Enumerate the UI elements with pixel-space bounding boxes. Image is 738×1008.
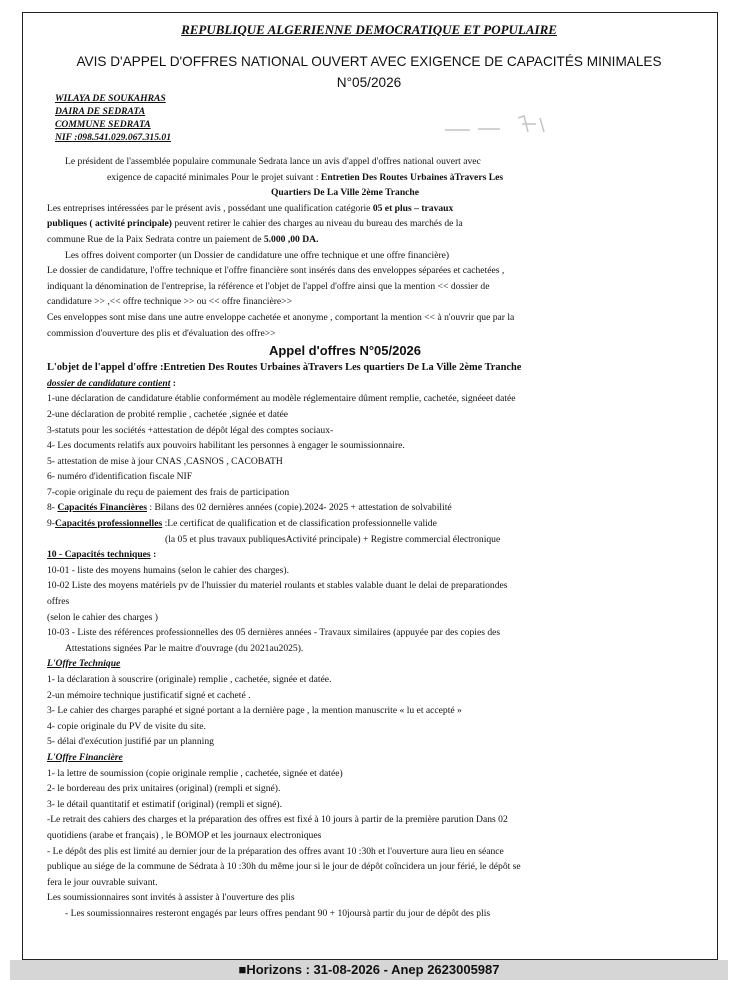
list-item: Attestations signées Par le maitre d'ouvrage (du 2021au2025). [65,642,304,654]
list-item: 6- numéro d'identification fiscale NIF [47,471,193,483]
project-name-cont: Quartiers De La Ville 2ème Tranche [270,187,420,199]
fee-amount: 5.000 ,00 DA. [263,233,319,245]
list-item: 1- la lettre de soumission (copie originale remplie , cachetée, signée et datée) [47,767,343,779]
nif-line: NIF :098.541.029.067.315.01 [55,132,172,143]
envelope-line: indiquant la dénomination de l'entreprise, la référence et l'objet de l'appel d'offre ainsi que la mention << dossier de [47,280,490,292]
closing-line: quotidiens (arabe et français) , le BOMOP et les journaux electroniques [47,829,322,841]
section-title: Appel d'offres N°05/2026 [268,343,422,359]
list-item: 3-statuts pour les sociétés +attestation de dépôt légal des comptes sociaux- [47,424,334,436]
list-item [47,500,643,516]
qualification-category: 05 et plus – travaux [372,202,454,214]
objet-label: L'objet de l'appel d'offre : [47,362,164,374]
envelope-line: Ces enveloppes sont mise dans une autre enveloppe cachetée et anonyme , comportant la mention << à n'ouvrir que par la [47,311,515,323]
notice-body [47,154,643,922]
wilaya-line: WILAYA DE SOUKAHRAS [55,93,166,104]
list-item: 3- le détail quantitatif et estimatif (original) (rempli et signé). [47,798,282,810]
item-text: : Bilans des 02 dernières années (copie).2024- 2025 + attestation de solvabilité [147,502,452,514]
list-item: 1- la déclaration à souscrire (originale) remplie , cachetée, signée et datée. [47,674,332,685]
list-item: 10-02 Liste des moyens matériels pv de l'huissier du materiel roulants et stables valable duant le delai de preparationdes [47,580,508,592]
eligibility-text: peuvent retirer le cahier des charges au niveau du bureau des marchés de la [172,218,463,230]
offre-technique-heading: L'Offre Technique [47,658,121,670]
heading-colon: : [170,377,176,389]
objet-text: Entretien Des Routes Urbaines àTravers Les quartiers De La Ville 2ème Tranche [163,362,522,374]
list-item: 3- Le cahier des charges paraphé et signé portant a la dernière page , la mention manuscrite « lu et accepté » [47,705,462,717]
closing-line: -Le retrait des cahiers des charges et la préparation des offres est fixé à 10 jours à partir de la première parution Dans 02 [47,814,508,826]
notice-number: N°05/2026 [336,75,402,90]
intro-line [47,170,643,186]
capacites-financieres-label: Capacités Financières [57,502,148,514]
envelope-line: commission d'ouverture des plis et d'évaluation des offre>> [47,327,276,339]
capacites-professionnelles-label: Capacités professionnelles [55,518,163,530]
daira-line: DAIRA DE SEDRATA [55,106,146,117]
eligibility-text: commune Rue de la Paix Sedrata contre un paiement de [47,233,264,245]
intro-text: exigence de capacité minimales Pour le projet suivant : [107,171,321,183]
list-item: (selon le cahier des charges ) [47,611,158,623]
envelope-line: candidature >> ,<< offre technique >> ou << offre financière>> [47,296,293,308]
project-name: Entretien Des Routes Urbaines àTravers Les [320,171,504,183]
item-number: 8- [47,502,58,514]
activity-principal: publiques ( activité principale) [47,218,172,230]
list-item: 2- le bordereau des prix unitaires (original) (rempli et signé). [47,783,281,795]
heading-colon: : [150,549,157,561]
envelope-line: Le dossier de candidature, l'offre technique et l'offre financière sont insérés dans des enveloppes séparées et cachetées , [47,265,505,277]
list-item: 2-un mémoire technique justificatif signé et cacheté . [47,689,251,701]
list-item: 5- délai d'exécution justifié par un planning [47,736,214,748]
eligibility-line [47,216,643,232]
closing-line: publique au siége de la commune de Sédrata à 10 :30h du même jour si le jour de dépôt coîncidera un jour férié, le dépôt se [47,861,521,873]
dossier-heading-line [47,376,643,392]
eligibility-line [47,201,643,217]
dossier-heading: dossier de candidature contient [47,377,171,389]
technique-heading: 10 - Capacités techniques [47,549,151,561]
closing-line: Les soumissionnaires sont invités à assister à l'ouverture des plis [47,892,295,904]
technique-heading-line [47,547,643,563]
list-item: 10-03 - Liste des références professionnelles des 05 dernières années - Travaux similaires (appuyée par des copies des [47,627,501,639]
objet-line [47,360,643,376]
item-number: 9- [47,518,55,530]
commune-line: COMMUNE SEDRATA [55,119,151,130]
list-item: 10-01 - liste des moyens humains (selon le cahier des charges). [47,564,289,576]
list-item: 4- copie originale du PV de visite du site. [47,720,206,732]
eligibility-text: Les entreprises intéressées par le présent avis , possédant une qualification catégorie [47,202,373,214]
list-item [47,516,643,532]
list-item-cont: (la 05 et plus travaux publiquesActivité principale) + Registre commercial électronique [165,533,501,545]
list-item: 4- Les documents relatifs aux pouvoirs habilitant les personnes à engager le soumissionnaire. [47,440,405,452]
closing-line: - Le dépôt des plis est limité au dernier jour de la préparation des offres avant 10 :30h et l'ouverture aura lieu en séance [47,845,504,857]
administration-block [55,92,171,144]
offre-financiere-heading: L'Offre Financière [47,751,123,763]
faded-stamp-mark [440,112,555,136]
item-text: :Le certificat de qualification et de classification professionnelle valide [162,518,437,530]
offers-composition: Les offres doivent comporter (un Dossier de candidature une offre technique et une offre financière) [65,249,450,261]
list-item: offres [47,596,70,608]
closing-line: fera le jour ouvrable suivant. [47,876,158,888]
republic-heading: REPUBLIQUE ALGERIENNE DEMOCRATIQUE ET POPULAIRE [181,22,557,37]
eligibility-line [47,232,643,248]
list-item: 1-une déclaration de candidature établie conformément au modèle réglementaire dûment remplie, cachetée, signéeet datée [47,393,516,405]
notice-title: AVIS D'APPEL D'OFFRES NATIONAL OUVERT AVEC EXIGENCE DE CAPACITÉS MINIMALES [76,54,662,69]
list-item: 2-une déclaration de probité remplie , cachetée ,signée et datée [47,408,289,420]
list-item: 7-copie originale du reçu de paiement des frais de participation [47,486,290,498]
intro-line: Le président de l'assemblée populaire communale Sedrata lance un avis d'appel d'offres national ouvert avec [65,156,481,167]
list-item: 5- attestation de mise à jour CNAS ,CASNOS , CACOBATH [47,455,283,467]
publication-footer: ■Horizons : 31-08-2026 - Anep 2623005987 [10,960,728,980]
closing-line: - Les soumissionnaires resteront engagés par leurs offres pendant 90 + 10joursà partir du jour de dépôt des plis [65,907,491,919]
